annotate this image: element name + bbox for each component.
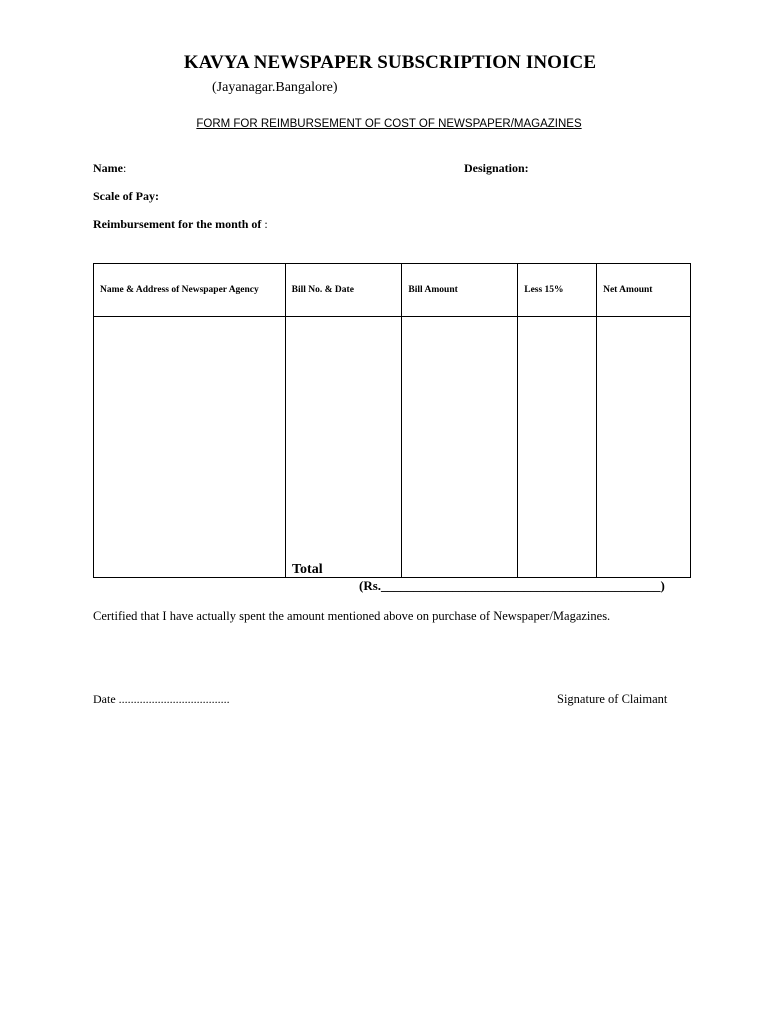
certification-statement: Certified that I have actually spent the amount mentioned above on purchase of Newspaper/Magazines. — [93, 609, 611, 623]
column-header-agency: Name & Address of Newspaper Agency — [94, 264, 286, 317]
cell-bill-no-date — [285, 317, 402, 578]
name-colon: : — [123, 161, 127, 175]
bill-table — [93, 263, 691, 578]
cell-agency — [94, 317, 286, 578]
form-heading: FORM FOR REIMBURSEMENT OF COST OF NEWSPAPER/MAGAZINES — [196, 118, 582, 130]
cell-net-amount — [597, 317, 691, 578]
designation-label: Designation: — [464, 161, 529, 175]
column-header-net-amount: Net Amount — [597, 264, 691, 317]
reimbursement-month-field — [93, 217, 268, 232]
designation-field — [464, 161, 529, 176]
scale-of-pay-label: Scale of Pay: — [93, 189, 159, 203]
column-header-bill-no-date: Bill No. & Date — [285, 264, 402, 317]
name-label: Name — [93, 161, 123, 175]
column-header-less-15: Less 15% — [518, 264, 597, 317]
name-field — [93, 161, 126, 176]
date-field: Date ..................................... — [93, 692, 230, 706]
table-row — [94, 317, 691, 578]
column-header-bill-amount: Bill Amount — [402, 264, 518, 317]
document-title: KAVYA NEWSPAPER SUBSCRIPTION INOICE — [183, 52, 597, 73]
table-header-row — [94, 264, 691, 317]
cell-bill-amount — [402, 317, 518, 578]
reimbursement-month-label: Reimbursement for the month of — [93, 217, 262, 231]
signature-of-claimant: Signature of Claimant — [557, 692, 668, 706]
cell-less-15 — [518, 317, 597, 578]
rupees-amount-line: (Rs.___________________________________________) — [359, 578, 665, 593]
total-label: Total — [292, 562, 323, 577]
document-subtitle: (Jayanagar.Bangalore) — [212, 80, 338, 95]
reimbursement-month-colon: : — [261, 217, 268, 231]
scale-of-pay-field — [93, 189, 159, 204]
